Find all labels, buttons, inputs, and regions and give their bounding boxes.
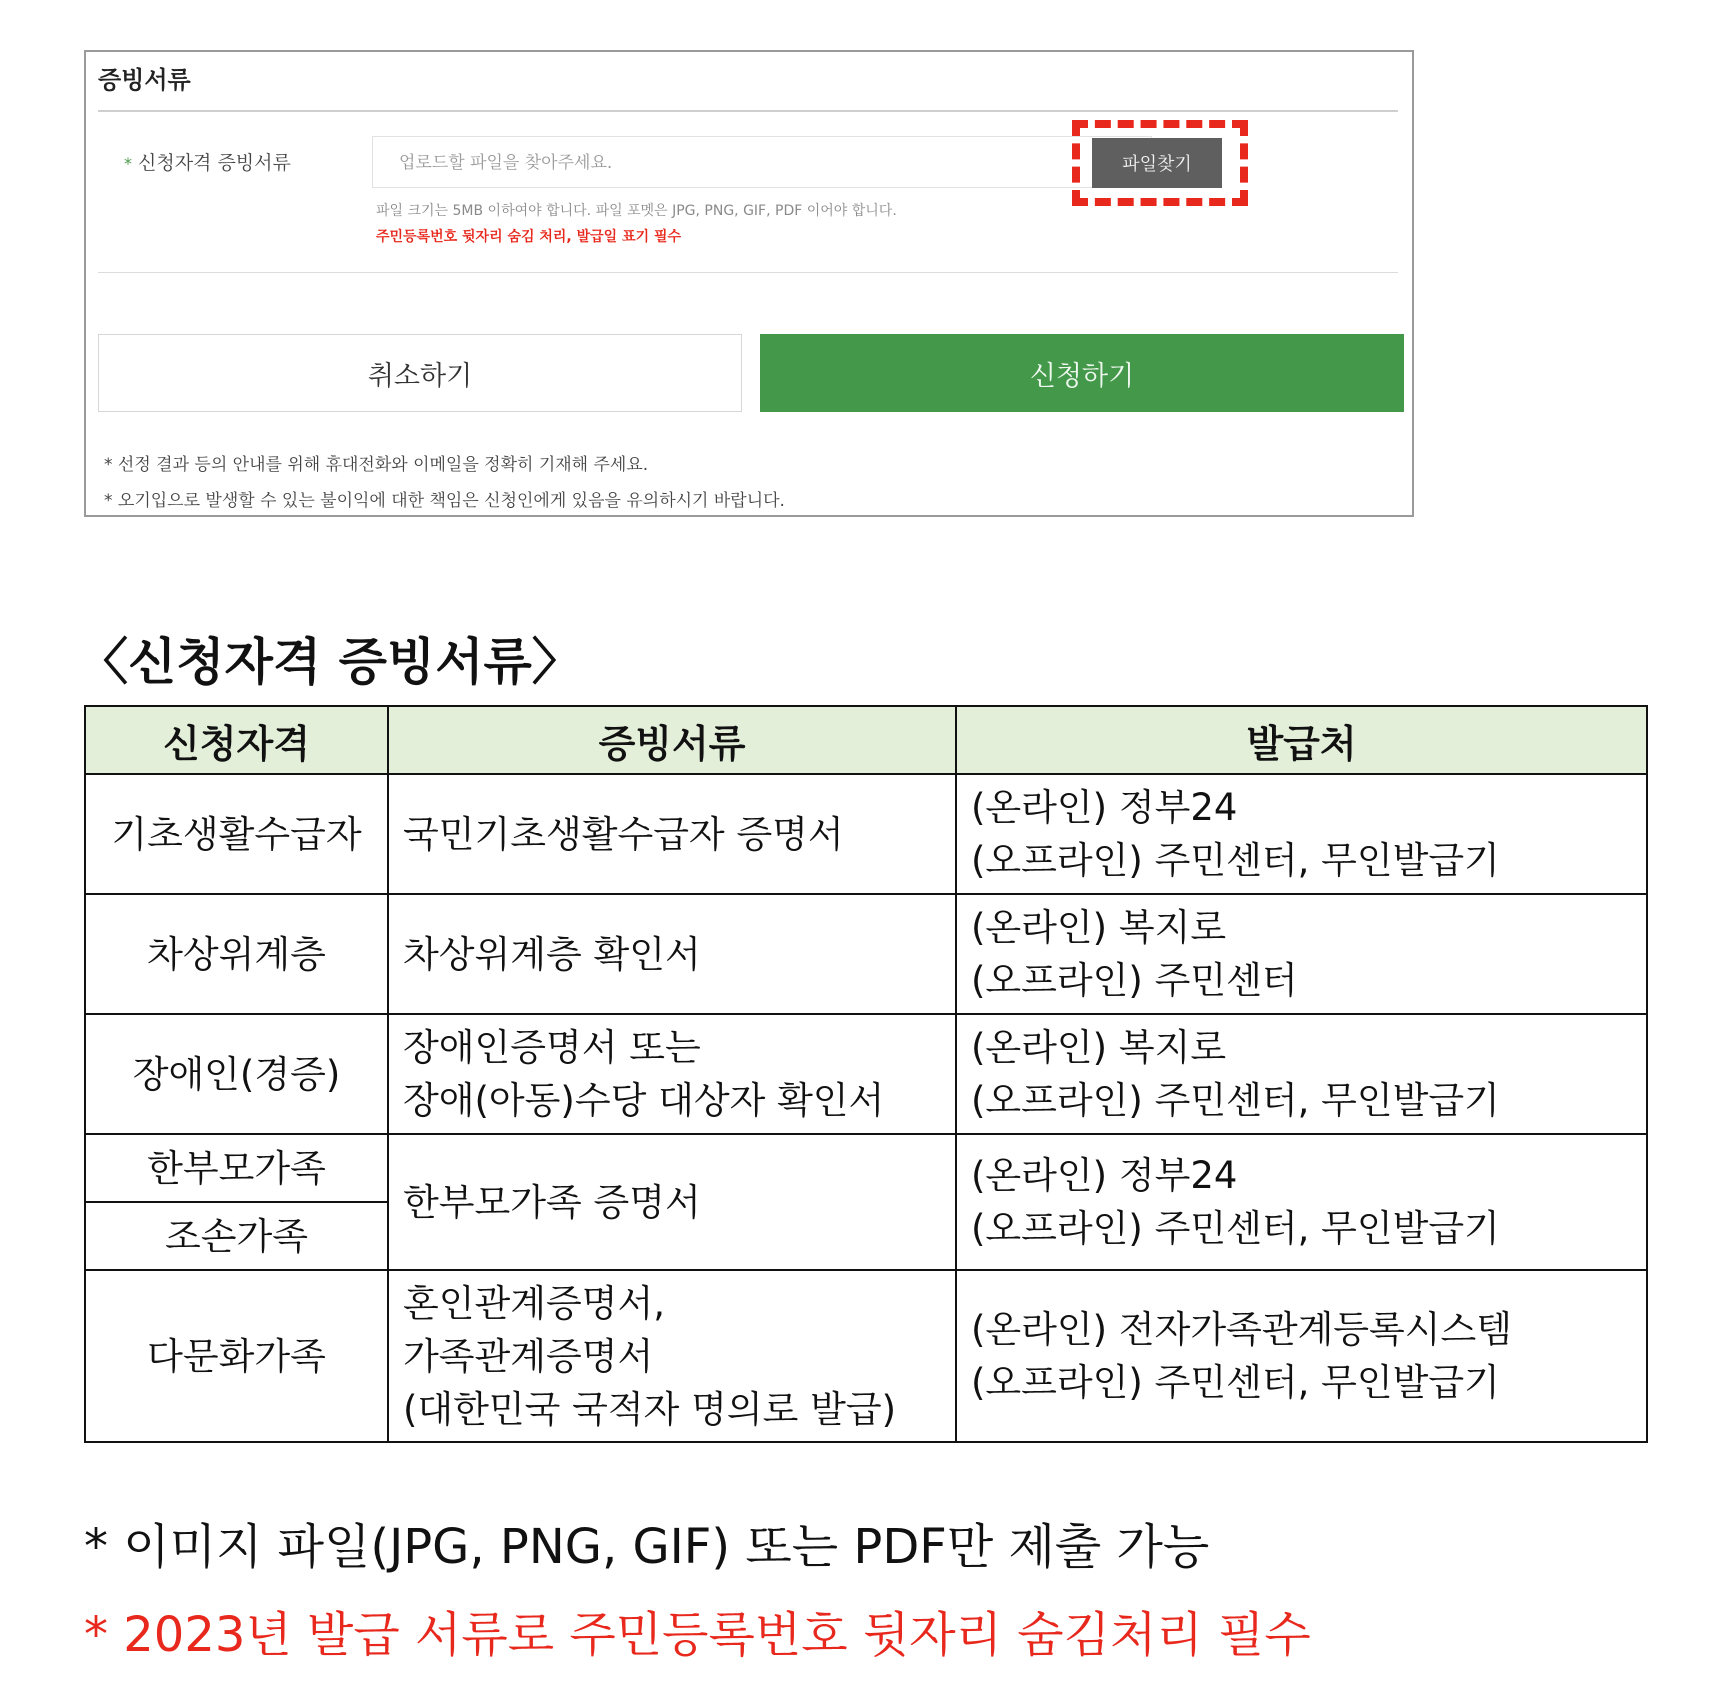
evidence-upload-form [84, 50, 1414, 517]
issuer-line: (오프라인) 주민센터, 무인발급기 [971, 1361, 1500, 1404]
issuer-cell [956, 1014, 1647, 1134]
document-line: 장애인증명서 또는 [403, 1026, 701, 1069]
cancel-button[interactable]: 취소하기 [98, 334, 742, 412]
document-line: 혼인관계증명서, [403, 1281, 665, 1325]
file-size-hint: 파일 크기는 5MB 이하여야 합니다. 파일 포멧은 JPG, PNG, GIF, PDF 이어야 합니다. [376, 203, 897, 219]
issuer-cell [956, 1134, 1647, 1270]
qualification-cell: 다문화가족 [85, 1270, 388, 1442]
issuer-line: (온라인) 복지로 [971, 1026, 1227, 1069]
qualification-cell: 기초생활수급자 [85, 774, 388, 894]
document-line: (대한민국 국적자 명의로 발급) [403, 1387, 897, 1431]
document-line: 한부모가족 증명서 [403, 1180, 701, 1224]
format-note: * 이미지 파일(JPG, PNG, GIF) 또는 PDF만 제출 가능 [84, 1519, 1210, 1575]
section-title: 〈신청자격 증빙서류〉 [78, 633, 582, 691]
issuer-line: (오프라인) 주민센터, 무인발급기 [971, 1207, 1500, 1250]
header-documents: 증빙서류 [388, 706, 956, 774]
file-path-input[interactable] [372, 136, 1152, 188]
notice-contact: * 선정 결과 등의 안내를 위해 휴대전화와 이메일을 정확히 기재해 주세요. [104, 455, 649, 475]
highlight-dashed-box [1072, 120, 1248, 206]
issuer-line: (온라인) 전자가족관계등록시스템 [971, 1308, 1513, 1351]
issuer-cell [956, 1270, 1647, 1442]
table-row [85, 774, 1647, 894]
issuer-line: (오프라인) 주민센터, 무인발급기 [971, 839, 1500, 882]
documents-cell [388, 1270, 956, 1442]
document-line: 가족관계증명서 [403, 1334, 654, 1378]
apply-button[interactable]: 신청하기 [760, 334, 1404, 412]
notice-liability: * 오기입으로 발생할 수 있는 불이익에 대한 책임은 신청인에게 있음을 유의하시기 바랍니다. [104, 491, 785, 511]
table-row [85, 1134, 1647, 1202]
document-line: 차상위계층 확인서 [403, 932, 701, 976]
table-row [85, 1014, 1647, 1134]
field-label [124, 148, 291, 175]
header-issuer: 발급처 [956, 706, 1647, 774]
title-divider [98, 110, 1398, 112]
qualification-cell: 차상위계층 [85, 894, 388, 1014]
required-mark: * [124, 154, 132, 173]
masking-warning: 주민등록번호 뒷자리 숨김 처리, 발급일 표기 필수 [376, 229, 682, 245]
qualification-cell: 한부모가족 [85, 1134, 388, 1202]
header-qualification: 신청자격 [85, 706, 388, 774]
file-input-placeholder: 업로드할 파일을 찾아주세요. [399, 153, 613, 173]
documents-cell [388, 1014, 956, 1134]
issuer-line: (온라인) 정부24 [971, 786, 1238, 829]
document-line: 국민기초생활수급자 증명서 [403, 812, 844, 856]
issuer-cell [956, 774, 1647, 894]
table-row [85, 1270, 1647, 1442]
documents-cell [388, 894, 956, 1014]
find-file-button[interactable]: 파일찾기 [1092, 138, 1222, 188]
qualification-cell: 장애인(경증) [85, 1014, 388, 1134]
issuer-line: (온라인) 복지로 [971, 906, 1227, 949]
field-label-text: 신청자격 증빙서류 [138, 152, 291, 174]
section-divider [98, 272, 1398, 273]
table-row [85, 894, 1647, 1014]
issuer-line: (오프라인) 주민센터 [971, 959, 1298, 1002]
documents-cell [388, 774, 956, 894]
issuer-line: (오프라인) 주민센터, 무인발급기 [971, 1079, 1500, 1122]
qualification-cell: 조손가족 [85, 1202, 388, 1270]
form-title: 증빙서류 [98, 66, 191, 94]
documents-cell [388, 1134, 956, 1270]
issuer-line: (온라인) 정부24 [971, 1154, 1238, 1197]
document-line: 장애(아동)수당 대상자 확인서 [403, 1079, 885, 1122]
table-header-row [85, 706, 1647, 774]
issuer-cell [956, 894, 1647, 1014]
evidence-documents-table [84, 705, 1648, 1443]
masking-note: * 2023년 발급 서류로 주민등록번호 뒷자리 숨김처리 필수 [84, 1607, 1311, 1663]
